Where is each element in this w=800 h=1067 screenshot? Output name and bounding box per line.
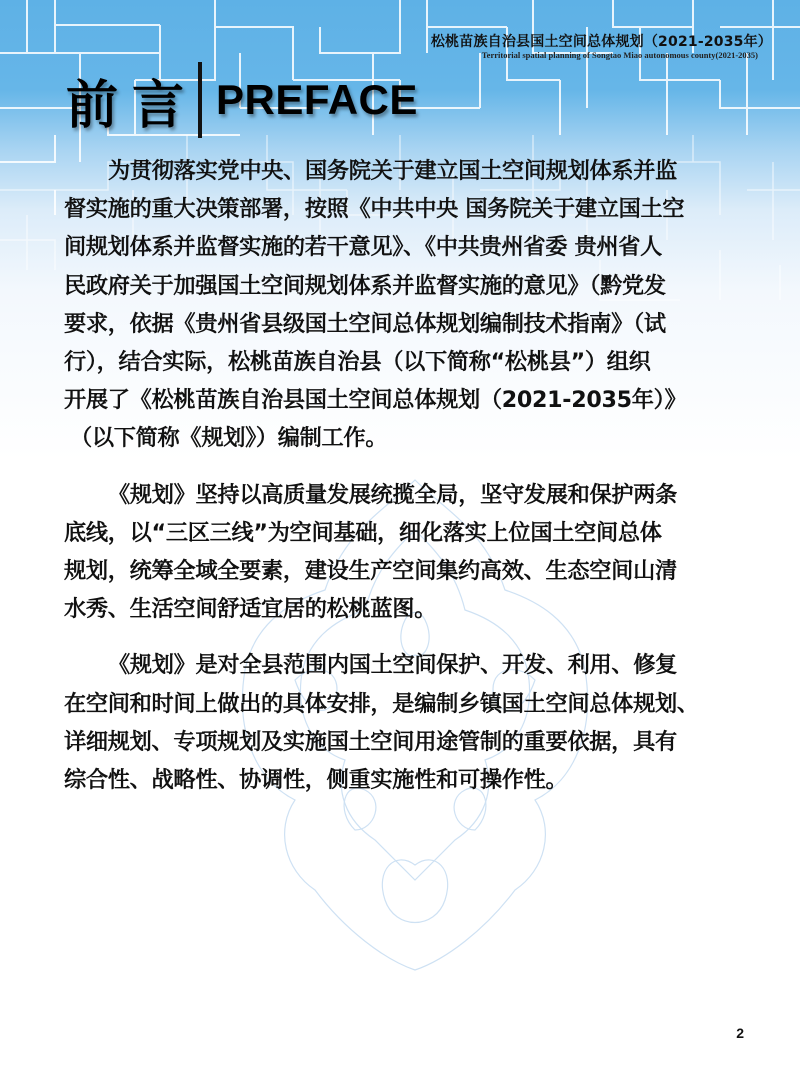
paragraph-line: 民政府关于加强国土空间规划体系并监督实施的意见》（黔党发 <box>64 272 666 299</box>
paragraph-1 <box>64 152 744 458</box>
paragraph-line: 为贯彻落实党中央、国务院关于建立国土空间规划体系并监 <box>108 158 678 184</box>
document-subtitle-en: Territorial spatial planning of Songtao Miao autonomous county(2021-2035) <box>481 50 758 60</box>
page-number: 2 <box>736 1025 744 1041</box>
body-content <box>64 152 744 817</box>
paragraph-line: 规划，统筹全域全要素，建设生产空间集约高效、生态空间山清 <box>64 558 677 585</box>
paragraph-line: 要求，依据《贵州省县级国土空间总体规划编制技术指南》（试 <box>64 310 666 337</box>
paragraph-line: 底线，以“三区三线”为空间基础，细化落实上位国土空间总体 <box>64 519 662 546</box>
paragraph-line: （以下简称《规划》）编制工作。 <box>70 425 388 452</box>
paragraph-line: 在空间和时间上做出的具体安排，是编制乡镇国土空间总体规划、 <box>64 690 699 717</box>
paragraph-line: 开展了《松桃苗族自治县国土空间总体规划（2021-2035年）》 <box>64 387 687 414</box>
section-title-zh: 前言 <box>66 75 199 136</box>
section-heading <box>66 60 418 140</box>
paragraph-line: 详细规划、专项规划及实施国土空间用途管制的重要依据，具有 <box>64 728 677 755</box>
paragraph-line: 间规划体系并监督实施的若干意见》、《中共贵州省委 贵州省人 <box>64 234 663 261</box>
document-title: 松桃苗族自治县国土空间总体规划（2021-2035年） <box>430 34 772 50</box>
paragraph-3 <box>64 646 744 799</box>
paragraph-line: 《规划》是对全县范围内国土空间保护、开发、利用、修复 <box>108 652 678 679</box>
paragraph-2 <box>64 476 744 629</box>
paragraph-line: 综合性、战略性、协调性，侧重实施性和可操作性。 <box>64 767 568 794</box>
paragraph-line: 行），结合实际，松桃苗族自治县（以下简称“松桃县”）组织 <box>64 349 651 376</box>
section-title-en: PREFACE <box>216 76 418 123</box>
title-divider <box>198 62 202 138</box>
paragraph-line: 督实施的重大决策部署，按照《中共中央 国务院关于建立国土空 <box>64 196 685 223</box>
paragraph-line: 水秀、生活空间舒适宜居的松桃蓝图。 <box>64 596 437 623</box>
paragraph-line: 《规划》坚持以高质量发展统揽全局，坚守发展和保护两条 <box>108 481 678 508</box>
